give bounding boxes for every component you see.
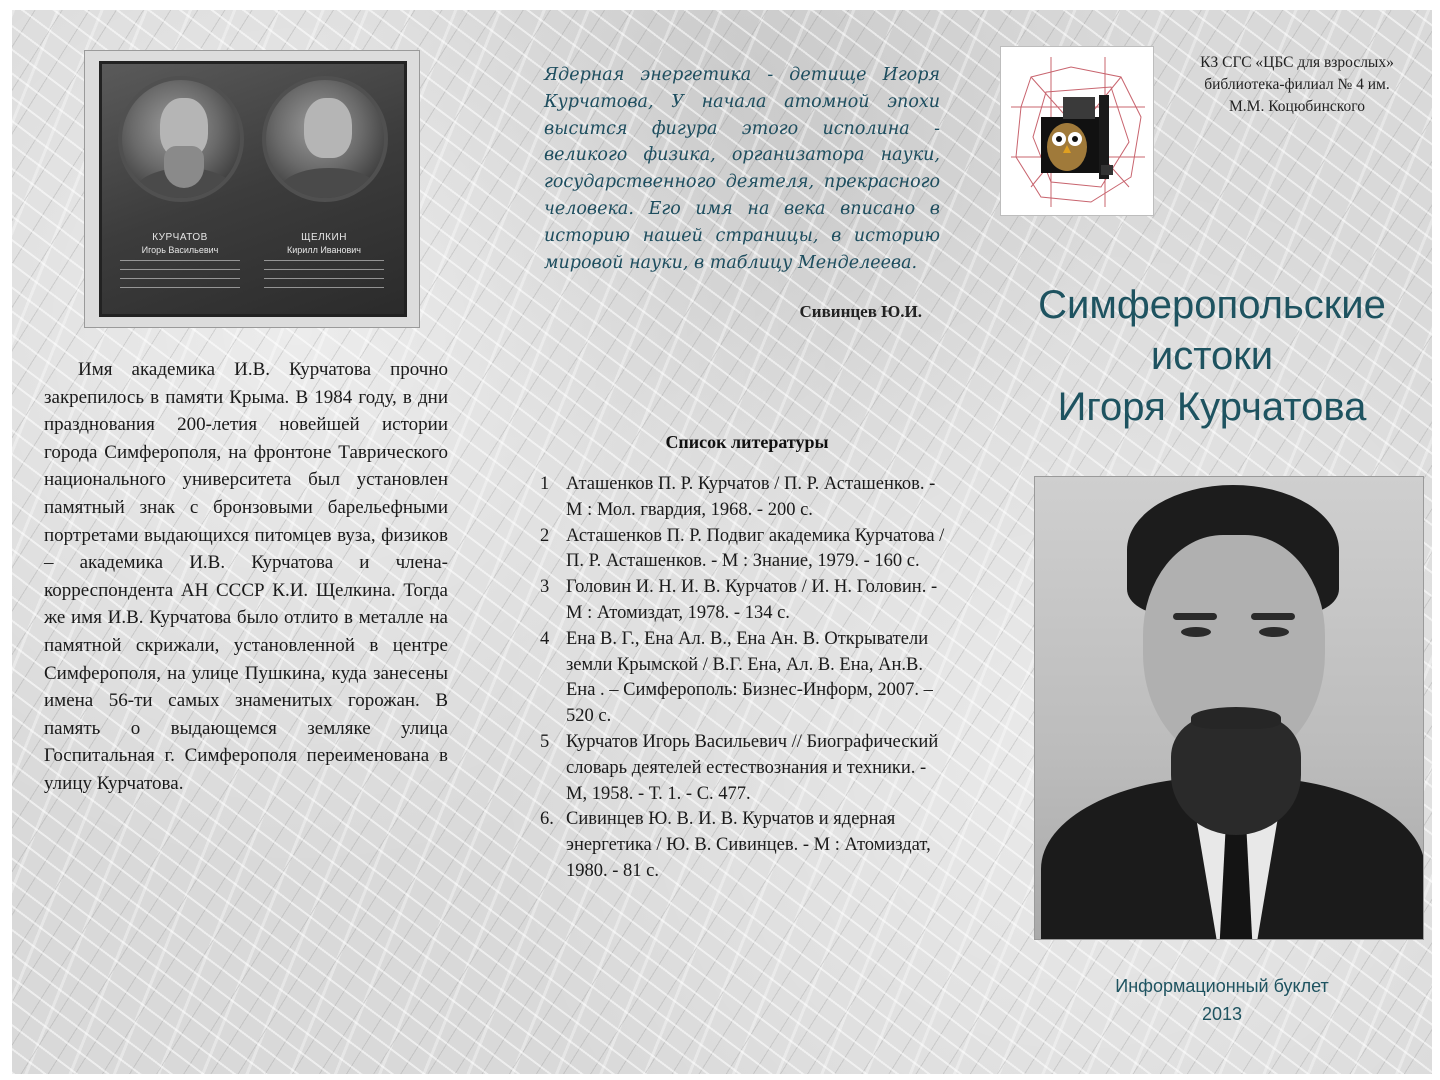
bibliography-item-number: 6. (540, 809, 554, 830)
bibliography-item-number: 5 (540, 731, 550, 752)
bibliography-item (540, 524, 950, 576)
kurchatov-portrait (1034, 476, 1424, 940)
bibliography-item-number: 2 (540, 525, 550, 546)
plaque-subname: Игорь Васильевич (141, 245, 219, 255)
bibliography-item (540, 627, 950, 730)
memorial-plaque (99, 61, 407, 317)
intro-paragraph: Имя академика И.В. Курчатова прочно закрепилось в памяти Крыма. В 1984 году, в дни празднования 200-летия новейшей истории города Симферополя, на фронтоне Таврического национального университета был установлен памятный знак с бронзовыми барельефными портретами выдающихся питомцев вуза, физиков – академика И.В. Курчатова и члена-корреспондента АН СССР К.И. Щелкина. Тогда же имя И.В. Курчатова было отлито в металле на памятной скрижали, установленной в центре Симферополя, на улице Пушкина, куда занесены имена 56-ти самых знаменитых горожан. В память о выдающемся земляке улица Госпитальная г. Симферополя переименована в улицу Курчатова. (44, 359, 448, 794)
plaque-caption-shchelkin (254, 232, 394, 291)
bibliography-item (540, 575, 950, 627)
booklet-page (12, 10, 1432, 1074)
org-line: М.М. Коцюбинского (1229, 98, 1365, 115)
memorial-plaque-photo (84, 50, 420, 328)
bibliography-item-number: 1 (540, 474, 550, 494)
title-line: Игоря Курчатова (1057, 385, 1367, 429)
plaque-caption-kurchatov (110, 232, 250, 291)
bibliography-list (540, 472, 950, 885)
shchelkin-bas-relief (262, 76, 388, 202)
bibliography-item-text: Курчатов Игорь Васильевич // Биографический словарь деятелей естествознания и техники. - М, 1958. - Т. 1. - С. 477. (566, 731, 939, 804)
owl-book-logo-icon (1001, 47, 1155, 217)
epigraph-quote: Ядерная энергетика - детище Игоря Курчатова, У начала атомной эпохи высится фигура этого исполина - великого физика, организатора науки, государственного деятеля, прекрасного человека. Его имя на века вписано в историю нашей страницы, в историю мировой науки, в таблицу Менделеева. (544, 65, 940, 273)
title-line: Симферопольские (1038, 283, 1386, 327)
bibliography-item-text: Асташенков П. Р. Подвиг академика Курчатова / П. Р. Асташенков. - М : Знание, 1979. - 160 с. (566, 525, 945, 572)
bibliography-item-text: Головин И. Н. И. В. Курчатов / И. Н. Головин. - М : Атомиздат, 1978. - 134 с. (566, 577, 938, 623)
organization-info (1172, 52, 1422, 118)
bibliography-item-text: Аташенков П. Р. Курчатов / П. Р. Асташенков. - М : Мол. гвардия, 1968. - 200 с. (566, 474, 936, 520)
title-line: истоки (1150, 334, 1274, 378)
bibliography-item (540, 807, 950, 884)
org-line: КЗ СГС «ЦБС для взрослых» (1200, 54, 1394, 71)
bibliography-item-number: 4 (540, 628, 550, 649)
plaque-subname: Кирилл Иванович (287, 245, 361, 255)
booklet-title (1002, 280, 1422, 433)
bibliography-title: Список литературы (665, 432, 829, 452)
bibliography-item (540, 730, 950, 807)
epigraph-author: Сивинцев Ю.И. (799, 302, 922, 321)
bibliography-item-number: 3 (540, 577, 550, 598)
kurchatov-bas-relief (118, 76, 244, 202)
plaque-name: ЩЕЛКИН (301, 232, 347, 243)
library-logo (1000, 46, 1154, 216)
booklet-type-label: Информационный буклет (1115, 976, 1329, 996)
plaque-name: КУРЧАТОВ (152, 232, 208, 243)
booklet-footer (1052, 972, 1392, 1028)
bibliography-item (540, 472, 950, 524)
bibliography-item-text: Сивинцев Ю. В. И. В. Курчатов и ядерная энергетика / Ю. В. Сивинцев. - М : Атомиздат, 1980. - 81 с. (566, 809, 931, 881)
bibliography-item-text: Ена В. Г., Ена Ал. В., Ена Ан. В. Открыватели земли Крымской / В.Г. Ена, Ал. В. Ена, Ан.В. Ена . – Симферополь: Бизнес-Информ, 2007. – 520 с. (566, 628, 933, 727)
booklet-year: 2013 (1201, 1004, 1243, 1024)
org-line: библиотека-филиал № 4 им. (1204, 76, 1390, 93)
